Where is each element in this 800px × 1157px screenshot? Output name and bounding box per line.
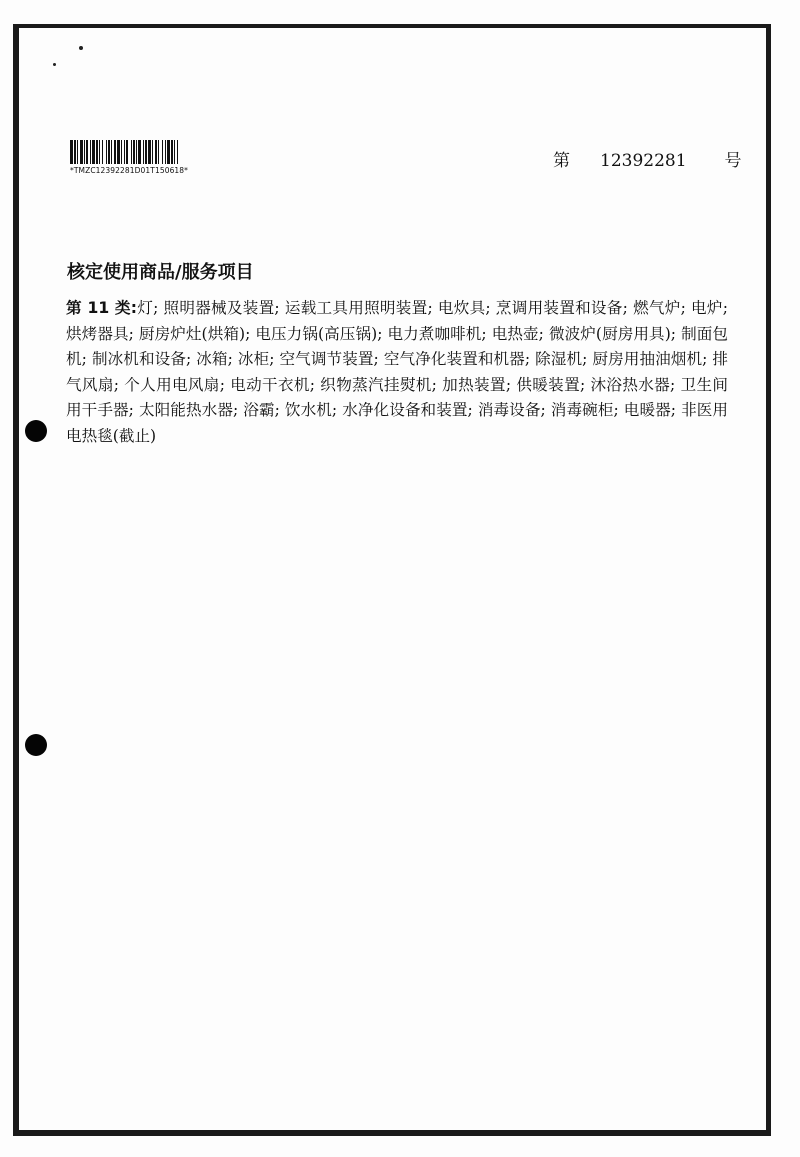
registration-prefix: 第 <box>553 151 570 171</box>
scan-speck <box>53 63 56 66</box>
section-title: 核定使用商品/服务项目 <box>67 262 254 283</box>
barcode-bar <box>178 140 181 164</box>
scan-speck <box>79 46 83 50</box>
barcode <box>70 140 270 175</box>
barcode-caption: *TMZC12392281D01T150618* <box>70 166 189 175</box>
barcode-bars <box>70 140 270 164</box>
class-label: 第 11 类: <box>66 299 137 317</box>
punch-hole-top <box>25 420 47 442</box>
registration-suffix: 号 <box>724 151 742 171</box>
page-border <box>13 24 771 1136</box>
goods-list <box>66 296 728 449</box>
registration-number-value: 12392281 <box>600 151 687 171</box>
punch-hole-bottom <box>25 734 47 756</box>
registration-number <box>553 146 742 171</box>
goods-items: 灯; 照明器械及装置; 运载工具用照明装置; 电炊具; 烹调用装置和设备; 燃气炉; 电炉; 烘烤器具; 厨房炉灶(烘箱); 电压力锅(高压锅); 电力煮咖啡机; 电热壶; 微波炉(厨房用具); 制面包机; 制冰机和设备; 冰箱; 冰柜; 空气调节装置; 空气净化装置和机器; 除湿机; 厨房用抽油烟机; 排气风扇; 个人用电风扇; 电动干衣机; 织物蒸汽挂熨机; 加热装置; 供暖装置; 沐浴热水器; 卫生间用干手器; 太阳能热水器; 浴霸; 饮水机; 水净化设备和装置; 消毒设备; 消毒碗柜; 电暖器; 非医用电热毯(截止) <box>66 299 728 445</box>
